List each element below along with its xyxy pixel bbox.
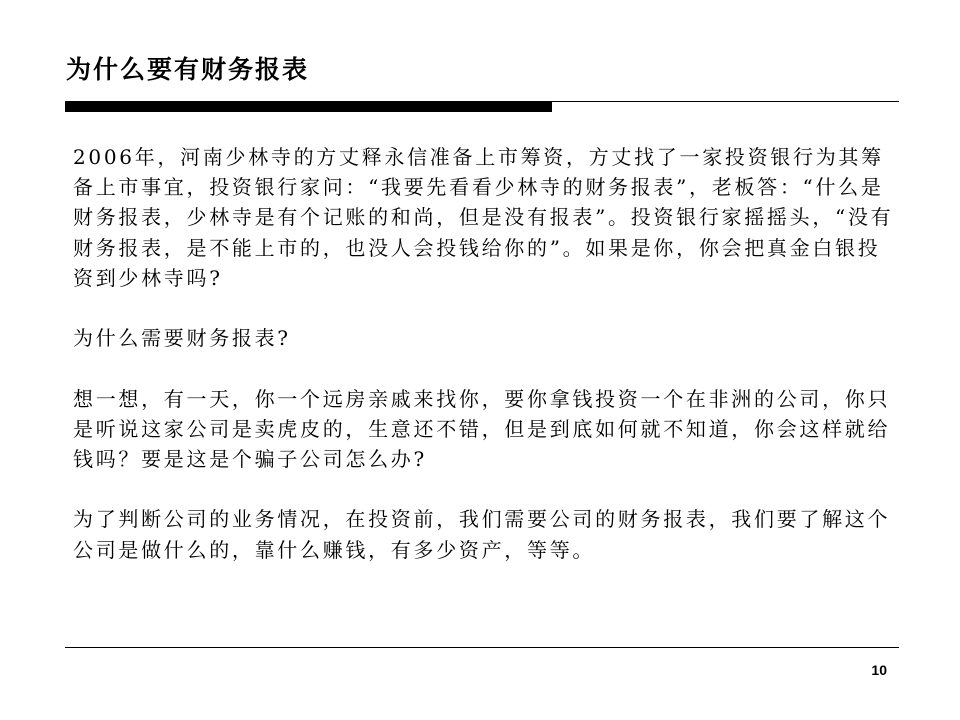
page-number: 10	[871, 662, 887, 678]
slide-body	[73, 142, 903, 565]
paragraph-question: 为什么需要财务报表?	[73, 326, 291, 351]
footer-divider	[65, 647, 899, 648]
paragraph-conclusion: 为了判断公司的业务情况，在投资前，我们需要公司的财务报表，我们要了解这个公司是做什么的，靠什么赚钱，有多少资产，等等。	[73, 507, 891, 562]
title-accent-bar	[65, 102, 552, 112]
slide-title: 为什么要有财务报表	[66, 55, 310, 84]
paragraph-shaolin-story: 2006年，河南少林寺的方丈释永信准备上市筹资，方丈找了一家投资银行为其筹备上市事宜，投资银行家问：“我要先看看少林寺的财务报表”，老板答：“什么是财务报表，少林寺是有个记账的和尚，但是没有报表”。投资银行家摇摇头，“没有财务报表，是不能上市的，也没人会投钱给你的”。如果是你，你会把真金白银投资到少林寺吗?	[73, 145, 894, 290]
paragraph-relative-example: 想一想，有一天，你一个远房亲戚来找你，要你拿钱投资一个在非洲的公司，你只是听说这家公司是卖虎皮的，生意还不错，但是到底如何就不知道，你会这样就给钱吗？要是这是个骗子公司怎么办?	[73, 386, 891, 471]
